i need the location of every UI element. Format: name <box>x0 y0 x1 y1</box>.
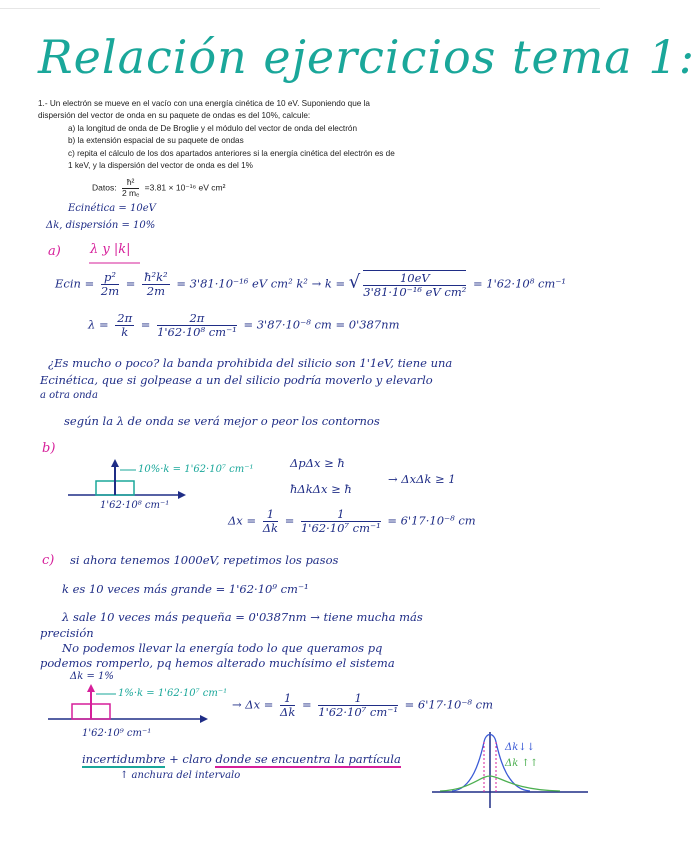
ec-lhs: Ecin = <box>55 276 95 291</box>
dk-c: Δk <box>280 705 296 720</box>
two-pi-2: 2π <box>157 312 237 326</box>
eq1: = 3'81·10⁻¹⁶ eV cm² k² → k = <box>176 276 346 291</box>
note-line-4: según la λ de onda se verá mejor o peor los contornos <box>64 414 380 428</box>
lambda-result: = 3'87·10⁻⁸ cm = 0'387nm <box>243 317 400 332</box>
given-dk: Δk, dispersión = 10% <box>46 220 156 231</box>
uncertainty-1: ΔpΔx ≥ ħ <box>290 456 345 470</box>
root-den: 3'81·10⁻¹⁶ eV cm² <box>363 285 467 300</box>
part-c-axis-label: 1'62·10⁹ cm⁻¹ <box>82 728 152 739</box>
conclusion-plus: + claro <box>169 752 212 766</box>
note-line-1: ¿Es mucho o poco? la banda prohibida del silicio son 1'1eV, tiene una <box>48 356 453 370</box>
part-c-line-2: k es 10 veces más grande = 1'62·10⁹ cm⁻¹ <box>62 582 309 596</box>
part-a-heading: λ y |k| <box>90 242 131 257</box>
axis-c-arrow <box>200 715 208 723</box>
sketch-c <box>48 684 208 723</box>
uncertainty-2: ħΔkΔx ≥ ħ <box>290 482 352 496</box>
part-c-line-5: No podemos llevar la energía todo lo que queramos pq <box>62 641 383 655</box>
one-c-2: 1 <box>318 692 398 706</box>
problem-item-c: c) repita el cálculo de los dos apartados anteriores si la energía cinética del electrón es de 1 keV, y la dispersión del vector de onda es del 1% <box>68 148 395 171</box>
k-value: 1'62·10⁸ cm⁻¹ <box>157 325 237 340</box>
note-line-3: a otra onda <box>40 390 98 401</box>
datos-num: ħ² <box>122 178 139 189</box>
conclusion-word-1: incertidumbre <box>82 752 166 766</box>
two-m: 2m <box>100 284 120 299</box>
part-b-annotation: 10%·k = 1'62·10⁷ cm⁻¹ <box>138 464 254 475</box>
problem-item-a: a) la longitud de onda de De Broglie y el módulo del vector de onda del electrón <box>68 123 358 133</box>
two-m-2: 2m <box>146 284 165 299</box>
conclusion-word-2: donde se encuentra la partícula <box>215 752 401 766</box>
dk-value-b: 1'62·10⁷ cm⁻¹ <box>300 521 381 536</box>
lambda-equation: λ = $\frac{2\pi}{k}$ = $\frac{2\pi}{\text{1'62·10⁸ cm⁻¹}}$ = 3'87·10⁻⁸ cm = 0'387nm <box>88 311 400 340</box>
axis-b-arrow <box>178 491 186 499</box>
part-b-label: b) <box>42 441 56 456</box>
part-a-equation: Ecin = $\frac{\text{p²}}{2m}$ = $\frac{\text{ħ²k²}}{2m}$ = 3'81·10⁻¹⁶ eV cm² k² → k = √ $\frac{10eV}{\text{3'81·10⁻¹⁶ eV cm²}}$ = 1'62·10⁸ cm⁻¹ <box>55 270 566 300</box>
one-b: 1 <box>263 508 278 522</box>
h2k2: ħ²k² <box>144 270 168 284</box>
legend-down: Δk↓↓ <box>505 742 536 753</box>
p2: p² <box>101 271 119 285</box>
wide-gaussian <box>440 776 560 791</box>
legend-up: Δk ↑↑ <box>505 758 539 769</box>
dk-b: Δk <box>262 521 279 536</box>
k-den: k <box>121 325 129 340</box>
lambda-lhs: λ = <box>88 317 109 332</box>
k-result: = 1'62·10⁸ cm⁻¹ <box>473 276 566 291</box>
part-a-label: a) <box>48 244 61 259</box>
problem-item-b: b) la extensión espacial de su paquete de ondas <box>68 136 244 146</box>
part-c-label: c) <box>42 553 55 568</box>
conclusion-sub: ↑ anchura del intervalo <box>120 770 241 781</box>
root-num: 10eV <box>363 272 466 286</box>
uncertainty-3: → ΔxΔk ≥ 1 <box>388 472 456 486</box>
sketch-b <box>68 459 186 499</box>
part-c-line-1: si ahora tenemos 1000eV, repetimos los pasos <box>70 553 339 567</box>
note-line-2: Ecinética, que si golpease a un del silicio podría moverlo y elevarlo <box>40 373 433 387</box>
dx-result-c: = 6'17·10⁻⁸ cm <box>404 697 493 712</box>
part-c-dx-equation: → Δx = $\frac{1}{\Delta k}$ = $\frac{1}{\text{1'62·10⁷ cm⁻¹}}$ = 6'17·10⁻⁸ cm <box>232 691 493 720</box>
one-b-2: 1 <box>301 508 381 522</box>
part-b-axis-label: 1'62·10⁸ cm⁻¹ <box>100 500 170 511</box>
dx-lhs-c: → Δx = <box>232 697 274 712</box>
dx-lhs-b: Δx = <box>228 513 257 528</box>
spike-b-head <box>111 459 119 467</box>
gaussian-sketch <box>432 732 588 808</box>
dx-result-b: = 6'17·10⁻⁸ cm <box>387 513 476 528</box>
given-ec: Ecinética = 10eV <box>68 203 156 214</box>
part-b-dx-equation: Δx = $\frac{1}{\Delta k}$ = $\frac{1}{\text{1'62·10⁷ cm⁻¹}}$ = 6'17·10⁻⁸ cm <box>228 507 476 536</box>
datos-label: Datos: <box>92 182 117 193</box>
part-c-dk-note: Δk = 1% <box>70 671 114 682</box>
two-pi: 2π <box>117 311 133 325</box>
one-c: 1 <box>280 692 295 706</box>
datos-value: =3.81 × 10⁻¹⁶ eV cm² <box>144 182 226 193</box>
part-c-line-3: λ sale 10 veces más pequeña = 0'0387nm → tiene mucha más <box>62 610 423 624</box>
dk-value-c: 1'62·10⁷ cm⁻¹ <box>318 705 398 720</box>
datos-den: 2 mₑ <box>121 187 140 198</box>
part-c-line-4: precisión <box>40 626 94 640</box>
spike-c-head <box>87 684 95 692</box>
part-c-line-6: podemos romperlo, pq hemos alterado muchísimo el sistema <box>40 656 395 670</box>
problem-intro: 1.- Un electrón se mueve en el vacío con una energía cinética de 10 eV. Suponiendo que la dispersión del vector de onda en su paquete de ondas es del 10%, calcule: <box>38 99 370 121</box>
narrow-gaussian <box>452 735 530 792</box>
page-title: Relación ejercicios tema 1: <box>38 30 695 84</box>
part-c-annotation: 1%·k = 1'62·10⁷ cm⁻¹ <box>118 688 228 699</box>
